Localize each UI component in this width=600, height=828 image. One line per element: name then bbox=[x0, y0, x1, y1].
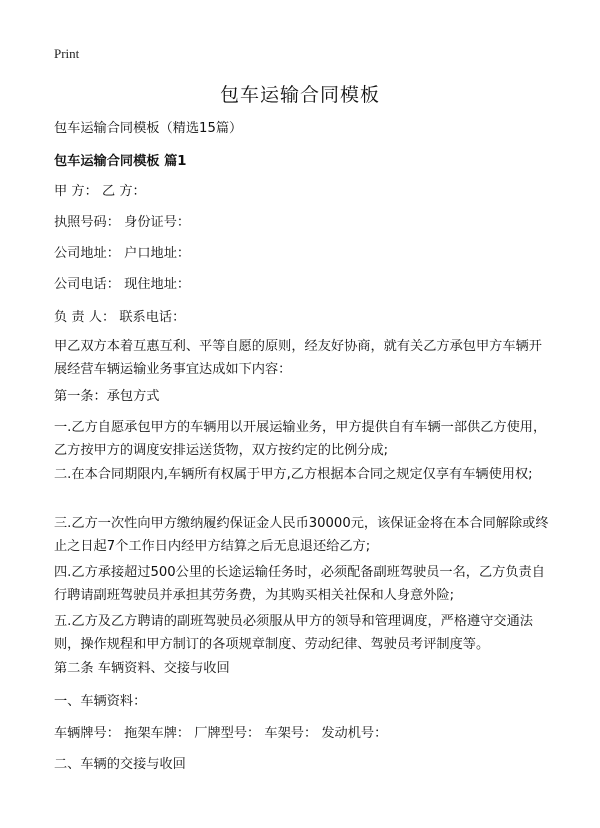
print-label: Print bbox=[54, 46, 80, 61]
clause-5: 五.乙方及乙方聘请的副班驾驶员必须服从甲方的领导和管理调度，严格遵守交通法则，操作规程和甲方制订的各项规章制度、劳动纪律、驾驶员考评制度等。 bbox=[54, 614, 533, 652]
responsible-line: 负 责 人： 联系电话： bbox=[54, 310, 186, 325]
clause-2: 二.在本合同期限内,车辆所有权属于甲方,乙方根据本合同之规定仅享有车辆使用权; bbox=[54, 467, 533, 482]
intro-paragraph: 甲乙双方本着互惠互利、平等自愿的原则，经友好协商，就有关乙方承包甲方车辆开展经营车辆运输业务事宜达成如下内容： bbox=[54, 339, 542, 377]
document-title: 包车运输合同模板 bbox=[219, 84, 380, 106]
sub2-title: 二、车辆的交接与收回 bbox=[54, 757, 186, 772]
address-line: 公司地址： 户口地址： bbox=[54, 246, 191, 261]
clause-3: 三.乙方一次性向甲方缴纳履约保证金人民币30000元，该保证金将在本合同解除或终止之日起7个工作日内经甲方结算之后无息退还给乙方; bbox=[54, 516, 549, 554]
article2-title: 第二条 车辆资料、交接与收回 bbox=[54, 661, 230, 676]
parties-line: 甲 方： 乙 方： bbox=[54, 184, 146, 199]
phone-line: 公司电话： 现住地址： bbox=[54, 277, 191, 292]
clause-1: 一.乙方自愿承包甲方的车辆用以开展运输业务，甲方提供自有车辆一部供乙方使用，乙方按甲方的调度安排运送货物，双方按约定的比例分成; bbox=[54, 420, 547, 458]
sub1-title: 一、车辆资料： bbox=[54, 694, 147, 709]
article1-title: 第一条：承包方式 bbox=[54, 389, 160, 404]
license-id-line: 执照号码： 身份证号： bbox=[54, 215, 191, 230]
vehicle-fields-line: 车辆牌号： 拖架车牌： 厂牌型号： 车架号： 发动机号： bbox=[54, 726, 388, 741]
section-heading: 包车运输合同模板 篇1 bbox=[54, 154, 187, 169]
document-subtitle: 包车运输合同模板（精选15篇） bbox=[54, 121, 243, 136]
clause-4: 四.乙方承接超过500公里的长途运输任务时，必须配备副班驾驶员一名，乙方负责自行聘请副班驾驶员并承担其劳务费，为其购买相关社保和人身意外险; bbox=[54, 565, 545, 603]
